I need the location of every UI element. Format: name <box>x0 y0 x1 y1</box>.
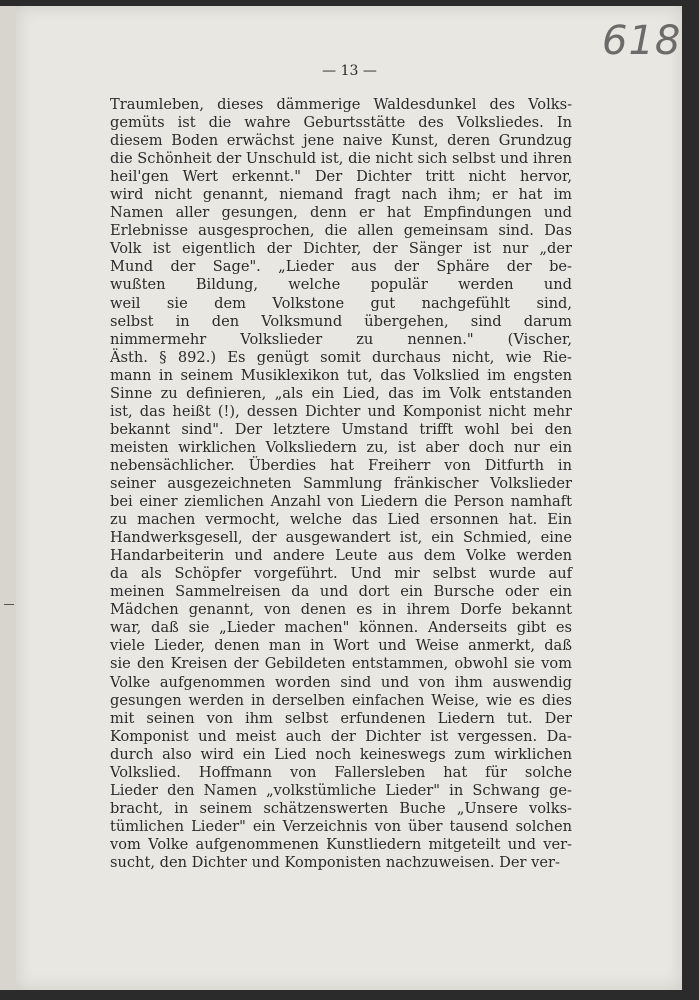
page-number: — 13 — <box>322 63 377 79</box>
text-line: diesem Boden erwächst jene naive Kunst, deren Grundzug <box>110 132 572 150</box>
text-line: gemüts ist die wahre Geburtsstätte des Volksliedes. In <box>110 114 572 132</box>
text-line: Komponist und meist auch der Dichter ist vergessen. Da- <box>110 727 572 745</box>
text-line: meisten wirklichen Volksliedern zu, ist aber doch nur ein <box>110 438 572 456</box>
text-line: Mund der Sage". „Lieder aus der Sphäre der be- <box>110 258 572 276</box>
text-line: durch also wird ein Lied noch keineswegs zum wirklichen <box>110 745 572 763</box>
text-line: heil'gen Wert erkennt." Der Dichter tritt nicht hervor, <box>110 168 572 186</box>
text-line: nebensächlicher. Überdies hat Freiherr von Ditfurth in <box>110 456 572 474</box>
text-line: mit seinen von ihm selbst erfundenen Liedern tut. Der <box>110 709 572 727</box>
margin-mark <box>4 604 14 605</box>
text-line: ist, das heißt (!), dessen Dichter und Komponist nicht mehr <box>110 402 572 420</box>
text-line: meinen Sammelreisen da und dort ein Bursche oder ein <box>110 583 572 601</box>
text-line: war, daß sie „Lieder machen" können. Anderseits gibt es <box>110 619 572 637</box>
text-line: Handwerksgesell, der ausgewandert ist, ein Schmied, eine <box>110 529 572 547</box>
text-line: Traumleben, dieses dämmerige Waldesdunkel des Volks- <box>110 96 572 113</box>
text-line: zu machen vermocht, welche das Lied ersonnen hat. Ein <box>110 511 572 529</box>
archive-number: 618 <box>602 18 682 64</box>
text-line: vom Volke aufgenommenen Kunstliedern mitgeteilt und ver- <box>110 835 572 853</box>
text-line: seiner ausgezeichneten Sammlung fränkischer Volkslieder <box>110 474 572 492</box>
text-line: weil sie dem Volkstone gut nachgefühlt sind, <box>110 294 572 312</box>
text-line: Handarbeiterin und andere Leute aus dem Volke werden <box>110 547 572 565</box>
text-line: sucht, den Dichter und Komponisten nachzuweisen. Der ver- <box>110 853 560 871</box>
text-line: Sinne zu definieren, „als ein Lied, das im Volk entstanden <box>110 384 572 402</box>
text-line: bekannt sind". Der letztere Umstand trifft wohl bei den <box>110 420 572 438</box>
text-line: selbst in den Volksmund übergehen, sind darum <box>110 312 572 330</box>
text-line: mann in seinem Musiklexikon tut, das Volkslied im engsten <box>110 366 572 384</box>
text-line: sie den Kreisen der Gebildeten entstammen, obwohl sie vom <box>110 655 572 673</box>
body-text <box>110 96 572 872</box>
text-line: bracht, in seinem schätzenswerten Buche „Unsere volks- <box>110 799 572 817</box>
text-line: viele Lieder, denen man in Wort und Weise anmerkt, daß <box>110 637 572 655</box>
text-line: Erlebnisse ausgesprochen, die allen gemeinsam sind. Das <box>110 222 572 240</box>
text-line: Namen aller gesungen, denn er hat Empfindungen und <box>110 204 572 222</box>
text-line: Ästh. § 892.) Es genügt somit durchaus nicht, wie Rie- <box>110 348 572 366</box>
text-line: die Schönheit der Unschuld ist, die nicht sich selbst und ihren <box>110 150 572 168</box>
text-line: Volkslied. Hoffmann von Fallersleben hat für solche <box>110 763 572 781</box>
text-line: tümlichen Lieder" ein Verzeichnis von über tausend solchen <box>110 817 572 835</box>
text-line: gesungen werden in derselben einfachen Weise, wie es dies <box>110 691 572 709</box>
text-line: Volk ist eigentlich der Dichter, der Sänger ist nur „der <box>110 240 572 258</box>
text-line: wußten Bildung, welche populär werden und <box>110 276 572 294</box>
text-line: bei einer ziemlichen Anzahl von Liedern die Person namhaft <box>110 493 572 511</box>
binding-edge <box>0 6 17 990</box>
text-line: Mädchen genannt, von denen es in ihrem Dorfe bekannt <box>110 601 572 619</box>
text-line: Lieder den Namen „volkstümliche Lieder" in Schwang ge- <box>110 781 572 799</box>
text-line: da als Schöpfer vorgeführt. Und mir selbst wurde auf <box>110 565 572 583</box>
text-line: nimmermehr Volkslieder zu nennen." (Vischer, <box>110 330 572 348</box>
text-line: Volke aufgenommen worden sind und von ihm auswendig <box>110 673 572 691</box>
text-line: wird nicht genannt, niemand fragt nach ihm; er hat im <box>110 186 572 204</box>
